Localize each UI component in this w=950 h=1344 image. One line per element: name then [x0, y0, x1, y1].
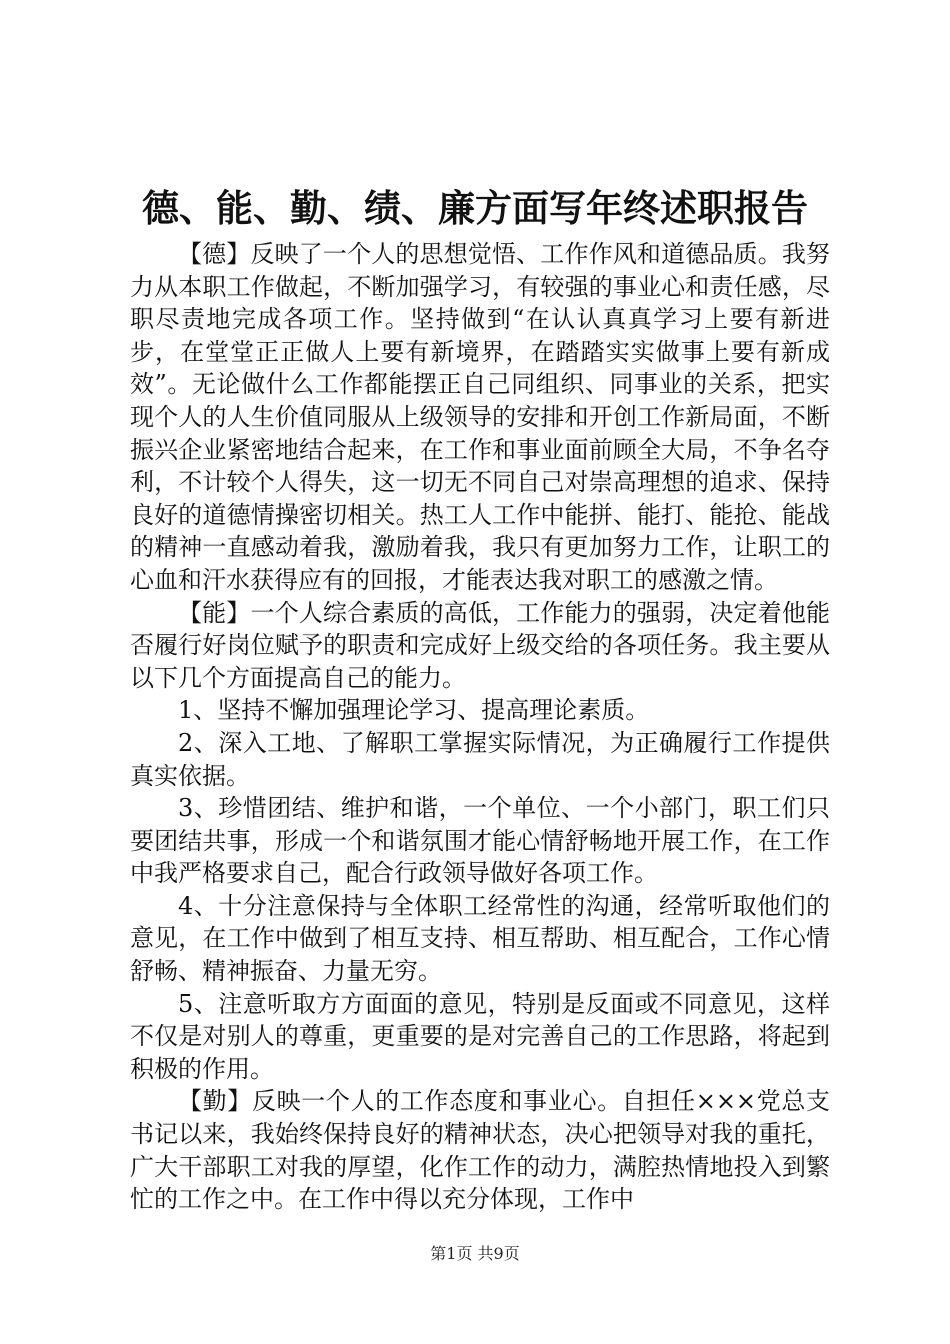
document-title: 德、能、勤、绩、廉方面写年终述职报告	[142, 186, 808, 230]
page-footer: 第1页 共9页	[430, 1244, 520, 1263]
paragraph-de: 【德】反映了一个人的思想觉悟、工作作风和道德品质。我努力从本职工作做起，不断加强学习，有较强的事业心和责任感，尽职尽责地完成各项工作。坚持做到“在认认真真学习上要有新进步，在堂堂正正做人上要有新境界，在踏踏实实做事上要有新成效”。无论做什么工作都能摆正自己同组织、同事业的关系，把实现个人的人生价值同服从上级领导的安排和开创工作新局面，不断振兴企业紧密地结合起来，在工作和事业面前顾全大局，不争名夺利，不计较个人得失，这一切无不同自己对崇高理想的追求、保持良好的道德情操密切相关。热工人工作中能拼、能打、能抢、能战的精神一直感动着我，激励着我，我只有更加努力工作，让职工的心血和汗水获得应有的回报，才能表达我对职工的感激之情。	[130, 240, 830, 594]
paragraph-qin: 【勤】反映一个人的工作态度和事业心。自担任×××党总支书记以来，我始终保持良好的精神状态，决心把领导对我的重托，广大干部职工对我的厚望，化作工作的动力，满腔热情地投入到繁忙的工作之中。在工作中得以充分体现，工作中	[130, 1087, 830, 1214]
list-item-4: 4、十分注意保持与全体职工经常性的沟通，经常听取他们的意见，在工作中做到了相互支持、相互帮助、相互配合，工作心情舒畅、精神振奋、力量无穷。	[130, 891, 830, 986]
list-item-3: 3、珍惜团结、维护和谐，一个单位、一个小部门，职工们只要团结共事，形成一个和谐氛围才能心情舒畅地开展工作，在工作中我严格要求自己，配合行政领导做好各项工作。	[130, 794, 830, 888]
paragraph-neng: 【能】一个人综合素质的高低，工作能力的强弱，决定着他能否履行好岗位赋予的职责和完成好上级交给的各项任务。我主要从以下几个方面提高自己的能力。	[130, 598, 830, 692]
list-item-5: 5、注意听取方方面面的意见，特别是反面或不同意见，这样不仅是对别人的尊重，更重要的是对完善自己的工作思路，将起到积极的作用。	[130, 989, 830, 1083]
list-item-1: 1、坚持不懈加强理论学习、提高理论素质。	[178, 696, 650, 725]
list-item-2: 2、深入工地、了解职工掌握实际情况，为正确履行工作提供真实依据。	[130, 728, 830, 790]
document-body	[130, 238, 830, 1216]
